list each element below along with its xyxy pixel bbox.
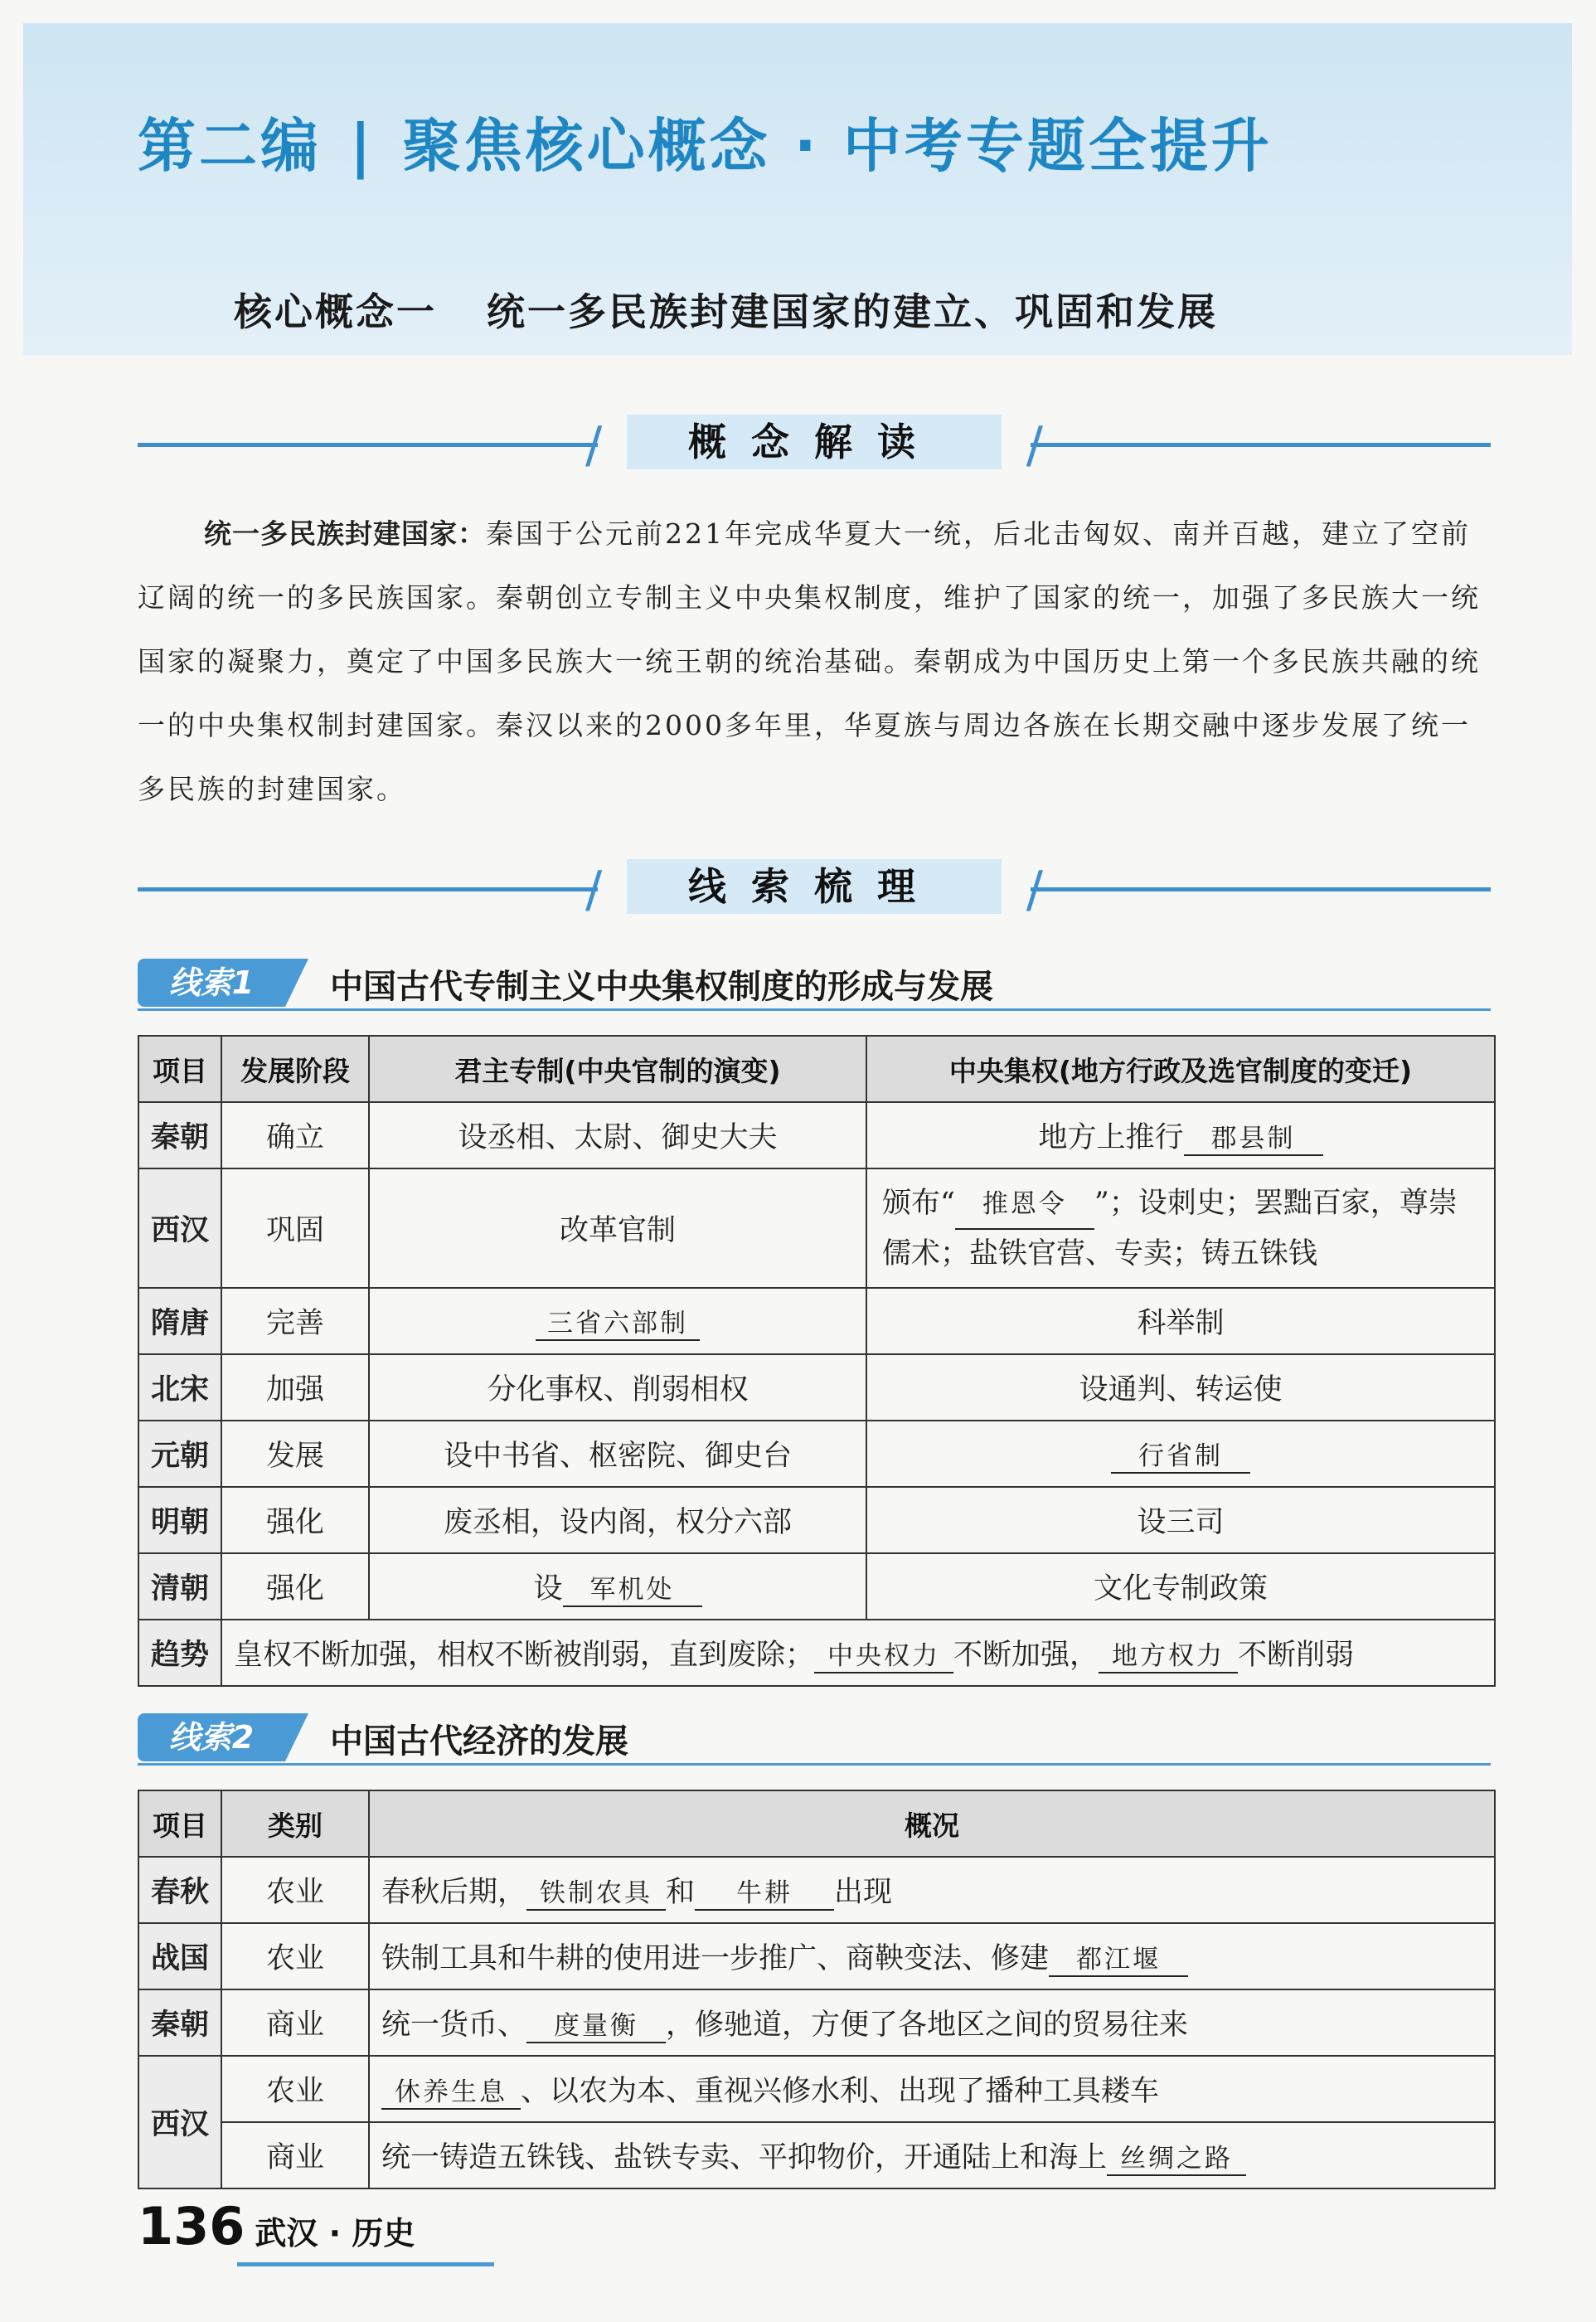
col-header: 发展阶段: [221, 1036, 369, 1102]
series-label: 聚焦核心概念 · 中考专题全提升: [402, 112, 1273, 180]
answer-blank: 军机处: [563, 1568, 702, 1607]
page-footer: [138, 2196, 415, 2256]
cell-text: 皇权不断加强，相权不断被削弱，直到废除；: [234, 1639, 815, 1672]
era-cell: 清朝: [138, 1553, 221, 1620]
central-cell: 科举制: [866, 1288, 1495, 1354]
cell-text: 不断加强，: [953, 1639, 1099, 1672]
footer-text: 武汉 · 历史: [255, 2215, 415, 2252]
cell-text: 、以农为本、重视兴修水利、出现了播种工具耧车: [521, 2075, 1160, 2108]
table-header-row: [138, 1036, 1495, 1102]
era-cell: 明朝: [138, 1487, 221, 1553]
clue1-heading: [138, 959, 1491, 1010]
central-cell: 设三司: [866, 1487, 1495, 1553]
summary-cell: [369, 1989, 1495, 2056]
title-divider: |: [350, 112, 375, 180]
monarchy-cell: 改革官制: [369, 1168, 866, 1288]
monarchy-cell: 设中书省、枢密院、御史台: [369, 1421, 866, 1487]
stage-cell: 强化: [221, 1553, 369, 1620]
cell-text: 统一货币、: [381, 2009, 527, 2042]
monarchy-cell: 废丞相，设内阁，权分六部: [369, 1487, 866, 1553]
era-cell: 秦朝: [138, 1102, 221, 1168]
table-row: [138, 1354, 1495, 1421]
stage-cell: 强化: [221, 1487, 369, 1553]
col-header: 君主专制(中央官制的演变): [369, 1036, 866, 1102]
table-row: [138, 1620, 1495, 1686]
concept-paragraph: [138, 502, 1491, 821]
table-row: [138, 2056, 1495, 2122]
table-row: [138, 1553, 1495, 1620]
answer-blank: 三省六部制: [536, 1302, 700, 1341]
section-heading-clues: / / 线索梳理: [138, 856, 1491, 922]
monarchy-cell: 分化事权、削弱相权: [369, 1354, 866, 1421]
section-heading-interpretation: / / 概念解读: [138, 411, 1491, 478]
stage-cell: 巩固: [221, 1168, 369, 1288]
answer-blank: 牛耕: [695, 1872, 834, 1911]
clue2-table: [138, 1790, 1496, 2189]
cell-text: 地方上推行: [1038, 1121, 1184, 1154]
central-cell: 文化专制政策: [866, 1553, 1495, 1620]
cell-text: 出现: [834, 1876, 893, 1909]
category-cell: 农业: [221, 2056, 369, 2122]
clue1-table: [138, 1035, 1496, 1687]
era-cell: 元朝: [138, 1421, 221, 1487]
clue-tag: 线索1: [138, 959, 285, 1007]
summary-cell: [369, 1857, 1495, 1923]
answer-blank: 丝绸之路: [1107, 2137, 1246, 2176]
central-cell: [866, 1168, 1495, 1288]
table-row: [138, 1487, 1495, 1553]
answer-blank: 行省制: [1111, 1435, 1250, 1474]
cell-text: 铁制工具和牛耕的使用进一步推广、商鞅变法、修建: [381, 1942, 1050, 1975]
era-cell: 春秋: [138, 1857, 221, 1923]
cell-text: 颁布“: [882, 1186, 955, 1220]
answer-blank: 中央权力: [814, 1635, 953, 1673]
monarchy-cell: [369, 1288, 866, 1354]
era-cell: 西汉: [138, 1168, 221, 1288]
answer-blank: 铁制农具: [526, 1872, 666, 1911]
col-header: 项目: [138, 1036, 221, 1102]
answer-blank: 郡县制: [1184, 1117, 1323, 1156]
table-row: [138, 1168, 1495, 1288]
concept-title: 统一多民族封建国家的建立、巩固和发展: [487, 289, 1218, 334]
cell-text: 不断削弱: [1238, 1639, 1355, 1672]
summary-cell: [369, 2056, 1495, 2122]
clue-tag: 线索2: [138, 1713, 285, 1761]
monarchy-cell: 设丞相、太尉、御史大夫: [369, 1102, 866, 1168]
answer-blank: 地方权力: [1099, 1635, 1238, 1673]
col-header: 概况: [369, 1790, 1495, 1857]
part-label: 第二编: [138, 112, 322, 180]
cell-text: 儒术；盐铁官营、专卖；铸五铢钱: [882, 1236, 1318, 1270]
answer-blank: 度量衡: [526, 2004, 666, 2043]
era-cell: 战国: [138, 1923, 221, 1989]
stage-cell: 完善: [221, 1288, 369, 1354]
answer-blank: 休养生息: [381, 2071, 521, 2110]
category-cell: 农业: [221, 1857, 369, 1923]
category-cell: 商业: [221, 1989, 369, 2056]
summary-cell: [369, 1923, 1495, 1989]
col-header: 项目: [138, 1790, 221, 1857]
table-row: [138, 1857, 1495, 1923]
concept-body: 秦国于公元前221年完成华夏大一统，后北击匈奴、南并百越，建立了空前辽阔的统一的多民族国家。秦朝创立专制主义中央集权制度，维护了国家的统一，加强了多民族大一统国家的凝聚力，奠定了中国多民族大一统王朝的统治基础。秦朝成为中国历史上第一个多民族共融的统一的中央集权制封建国家。秦汉以来的2000多年里，华夏族与周边各族在长期交融中逐步发展了统一多民族的封建国家。: [138, 517, 1481, 805]
table-row: [138, 1989, 1495, 2056]
stage-cell: 加强: [221, 1354, 369, 1421]
era-cell: 秦朝: [138, 1989, 221, 2056]
section-label: 概念解读: [627, 415, 1002, 469]
concept-number: 核心概念一: [234, 289, 437, 334]
page-number: 136: [138, 2196, 245, 2256]
cell-text: 设: [533, 1572, 563, 1605]
central-cell: [866, 1102, 1495, 1168]
table-row: [138, 2122, 1495, 2188]
stage-cell: 确立: [221, 1102, 369, 1168]
central-cell: [866, 1421, 1495, 1487]
cell-text: 春秋后期，: [381, 1876, 527, 1909]
clue2-heading: [138, 1713, 1491, 1765]
clue-title: 中国古代经济的发展: [330, 1722, 628, 1761]
clue-title: 中国古代专制主义中央集权制度的形成与发展: [330, 968, 993, 1006]
era-cell: 趋势: [138, 1620, 221, 1686]
summary-cell: [369, 2122, 1495, 2188]
concept-heading: [234, 282, 1218, 337]
col-header: 中央集权(地方行政及选官制度的变迁): [866, 1036, 1495, 1102]
category-cell: 农业: [221, 1923, 369, 1989]
central-cell: 设通判、转运使: [866, 1354, 1495, 1421]
table-row: [138, 1421, 1495, 1487]
era-cell: 北宋: [138, 1354, 221, 1421]
table-row: [138, 1923, 1495, 1989]
trend-cell: [221, 1620, 1495, 1686]
era-cell: 隋唐: [138, 1288, 221, 1354]
table-row: [138, 1288, 1495, 1354]
cell-text: 和: [666, 1876, 696, 1909]
era-cell: 西汉: [138, 2056, 221, 2188]
col-header: 类别: [221, 1790, 369, 1857]
section-label: 线索梳理: [627, 859, 1002, 914]
part-title: [138, 100, 1273, 183]
concept-term: 统一多民族封建国家：: [204, 517, 486, 550]
table-header-row: [138, 1790, 1495, 1857]
answer-blank: 都江堰: [1049, 1938, 1188, 1977]
cell-text: 统一铸造五铢钱、盐铁专卖、平抑物价，开通陆上和海上: [381, 2141, 1108, 2174]
stage-cell: 发展: [221, 1421, 369, 1487]
table-row: [138, 1102, 1495, 1168]
category-cell: 商业: [221, 2122, 369, 2188]
cell-text: ，修驰道，方便了各地区之间的贸易往来: [666, 2009, 1189, 2042]
cell-text: ”；设刺史；罢黜百家，尊崇: [1094, 1186, 1458, 1220]
answer-blank: 推恩令: [955, 1180, 1094, 1230]
monarchy-cell: [369, 1553, 866, 1620]
